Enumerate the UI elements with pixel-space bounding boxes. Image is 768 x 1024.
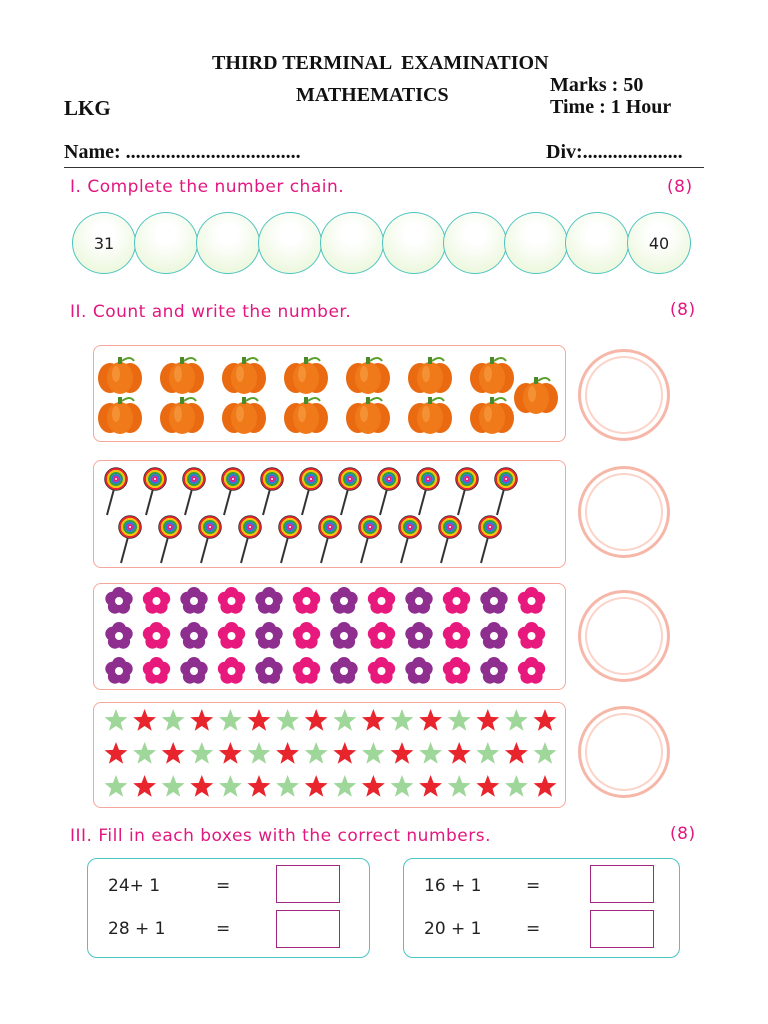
pumpkin-icon [222,397,266,434]
flower-group [94,584,564,689]
star-icon [362,742,385,764]
star-icon [448,742,471,764]
pumpkin-icon [160,357,204,394]
flower-icon [293,622,320,649]
chain-circle[interactable] [258,212,322,274]
flower-icon [368,587,395,614]
chain-circle [72,212,136,274]
equals-sign: = [216,876,231,896]
lollipop-icon [105,468,127,515]
section3-marks: (8) [670,824,696,844]
star-icon [476,775,499,797]
star-icon [305,709,328,731]
flower-icon [255,622,282,649]
star-icon [505,775,528,797]
star-icon [505,742,528,764]
lollipop-icon [439,516,461,563]
star-icon [476,742,499,764]
pumpkin-icon [514,377,558,414]
star-icon [534,742,557,764]
star-answer-circle[interactable] [578,706,670,798]
lollipop-icon [319,516,341,563]
answer-box[interactable] [590,910,654,948]
star-icon [333,775,356,797]
star-icon [219,742,242,764]
star-icon [534,775,557,797]
star-icon [419,742,442,764]
flower-icon [105,622,132,649]
chain-circle[interactable] [443,212,507,274]
answer-box[interactable] [590,865,654,903]
star-box [93,702,566,808]
lollipop-icon [239,516,261,563]
header-divider [64,167,704,168]
lollipop-icon [359,516,381,563]
answer-box[interactable] [276,865,340,903]
flower-icon [255,657,282,684]
flower-icon [518,657,545,684]
star-icon [448,775,471,797]
flower-icon [105,657,132,684]
chain-circle[interactable] [134,212,198,274]
lollipop-group [94,461,564,567]
lollipop-icon [417,468,439,515]
pumpkin-icon [346,357,390,394]
star-icon [162,709,185,731]
flower-icon [293,587,320,614]
flower-box [93,583,566,690]
star-icon [162,775,185,797]
star-icon [219,709,242,731]
chain-circle[interactable] [196,212,260,274]
chain-circle[interactable] [320,212,384,274]
fill-box-left [87,858,370,958]
subject-title: MATHEMATICS [296,84,449,106]
pumpkin-icon [284,357,328,394]
star-icon [391,709,414,731]
lollipop-icon [399,516,421,563]
flower-icon [218,587,245,614]
section3-heading: III. Fill in each boxes with the correct numbers. [70,826,492,846]
lollipop-icon [159,516,181,563]
lollipop-box [93,460,566,568]
star-icon [190,709,213,731]
lollipop-answer-circle[interactable] [578,466,670,558]
flower-icon [330,657,357,684]
flower-icon [443,587,470,614]
flower-icon [368,657,395,684]
chain-number: 40 [648,233,670,253]
star-icon [248,775,271,797]
flower-icon [330,587,357,614]
expression: 28 + 1 [108,919,166,939]
star-icon [162,742,185,764]
lollipop-icon [222,468,244,515]
lollipop-icon [456,468,478,515]
pumpkin-icon [222,357,266,394]
equals-sign: = [526,876,541,896]
flower-icon [143,657,170,684]
equals-sign: = [216,919,231,939]
chain-circle[interactable] [565,212,629,274]
star-icon [305,775,328,797]
star-icon [333,742,356,764]
chain-circle[interactable] [504,212,568,274]
star-icon [391,742,414,764]
star-icon [534,709,557,731]
flower-icon [480,587,507,614]
section2-heading: II. Count and write the number. [70,302,352,322]
pumpkin-icon [408,397,452,434]
star-icon [133,775,156,797]
star-icon [248,742,271,764]
star-icon [105,742,128,764]
star-icon [248,709,271,731]
marks-label: Marks : 50 [550,74,644,96]
lollipop-icon [144,468,166,515]
name-field[interactable]: Name: ................................... [64,141,301,163]
flower-icon [443,657,470,684]
flower-icon [180,587,207,614]
chain-number: 31 [93,233,115,253]
pumpkin-icon [98,397,142,434]
class-label: LKG [64,96,111,120]
flower-icon [480,657,507,684]
star-icon [276,709,299,731]
star-icon [190,742,213,764]
expression: 16 + 1 [424,876,482,896]
star-icon [276,742,299,764]
star-icon [419,775,442,797]
lollipop-icon [339,468,361,515]
fill-box-right [403,858,680,958]
flower-icon [480,622,507,649]
star-icon [305,742,328,764]
div-field[interactable]: Div:.................... [546,141,683,163]
star-icon [362,775,385,797]
section2-marks: (8) [670,300,696,320]
pumpkin-icon [408,357,452,394]
pumpkin-group [94,346,564,441]
lollipop-icon [199,516,221,563]
star-icon [105,775,128,797]
section1-marks: (8) [667,177,693,197]
star-icon [276,775,299,797]
flower-icon [218,622,245,649]
flower-icon [293,657,320,684]
pumpkin-icon [470,357,514,394]
pumpkin-answer-circle[interactable] [578,349,670,441]
flower-icon [105,587,132,614]
lollipop-icon [119,516,141,563]
star-icon [219,775,242,797]
pumpkin-icon [470,397,514,434]
star-icon [133,709,156,731]
star-icon [333,709,356,731]
flower-icon [368,622,395,649]
chain-circle[interactable] [382,212,446,274]
flower-icon [405,587,432,614]
exam-title: THIRD TERMINAL EXAMINATION [212,52,549,74]
flower-icon [218,657,245,684]
star-icon [190,775,213,797]
flower-icon [255,587,282,614]
expression: 20 + 1 [424,919,482,939]
flower-icon [518,622,545,649]
star-icon [105,709,128,731]
lollipop-icon [183,468,205,515]
flower-icon [330,622,357,649]
flower-icon [405,657,432,684]
equals-sign: = [526,919,541,939]
flower-icon [180,657,207,684]
star-icon [362,709,385,731]
expression: 24+ 1 [108,876,161,896]
lollipop-icon [279,516,301,563]
lollipop-icon [378,468,400,515]
lollipop-icon [495,468,517,515]
lollipop-icon [300,468,322,515]
star-icon [391,775,414,797]
star-group [94,703,564,807]
flower-icon [443,622,470,649]
flower-icon [143,587,170,614]
flower-icon [518,587,545,614]
pumpkin-box [93,345,566,442]
pumpkin-icon [98,357,142,394]
pumpkin-icon [284,397,328,434]
star-icon [448,709,471,731]
lollipop-icon [261,468,283,515]
flower-icon [180,622,207,649]
star-icon [476,709,499,731]
flower-icon [143,622,170,649]
lollipop-icon [479,516,501,563]
answer-box[interactable] [276,910,340,948]
flower-answer-circle[interactable] [578,590,670,682]
pumpkin-icon [346,397,390,434]
flower-icon [405,622,432,649]
pumpkin-icon [160,397,204,434]
star-icon [133,742,156,764]
chain-circle [627,212,691,274]
star-icon [505,709,528,731]
section1-heading: I. Complete the number chain. [70,177,345,197]
star-icon [419,709,442,731]
time-label: Time : 1 Hour [550,96,672,118]
